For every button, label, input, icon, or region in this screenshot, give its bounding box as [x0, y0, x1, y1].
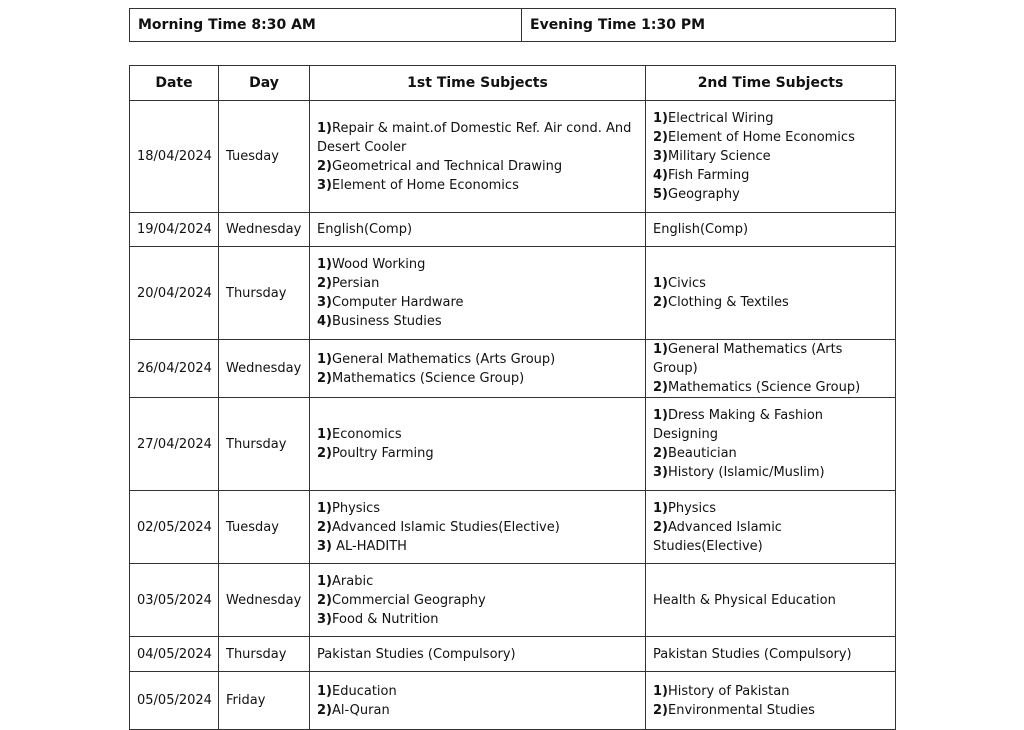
exam-date: 20/04/2024	[130, 247, 219, 340]
subject-line	[317, 119, 638, 157]
subject-line	[317, 499, 638, 518]
subject-number: 1)	[317, 500, 332, 516]
subject-number: 2)	[653, 519, 668, 535]
subject-name: English(Comp)	[653, 222, 749, 237]
subject-line	[317, 610, 638, 629]
subject-name: Dress Making & Fashion Designing	[653, 408, 824, 442]
exam-date: 05/05/2024	[130, 672, 219, 730]
subject-number: 1)	[653, 500, 668, 516]
exam-day: Thursday	[219, 398, 310, 491]
header-day: Day	[219, 66, 310, 101]
second-time-subjects	[646, 491, 896, 564]
subject-name: Economics	[332, 427, 402, 442]
subject-line	[653, 463, 888, 482]
subject-name: Wood Working	[332, 257, 426, 272]
subject-line	[653, 185, 888, 204]
subject-number: 2)	[653, 380, 668, 395]
session-times-row	[130, 9, 896, 42]
subject-line	[317, 645, 638, 664]
subject-number: 2)	[317, 592, 332, 608]
table-row	[130, 672, 896, 730]
table-row	[130, 340, 896, 398]
subject-line	[653, 701, 888, 720]
subject-number: 4)	[317, 314, 332, 329]
subject-name: Business Studies	[332, 314, 442, 329]
exam-day: Thursday	[219, 637, 310, 672]
subject-number: 2)	[653, 446, 668, 461]
subject-name: Commercial Geography	[332, 592, 486, 608]
subject-line	[653, 274, 888, 293]
subject-line	[317, 274, 638, 293]
second-time-subjects	[646, 340, 896, 398]
subject-name: Electrical Wiring	[668, 111, 774, 126]
subject-number: 1)	[317, 427, 332, 442]
subject-number: 3)	[317, 295, 332, 310]
exam-date: 27/04/2024	[130, 398, 219, 491]
subject-name: Military Science	[668, 149, 771, 164]
second-time-subjects	[646, 101, 896, 213]
subject-number: 3)	[317, 611, 332, 627]
first-time-subjects	[310, 564, 646, 637]
subject-name: Mathematics (Science Group)	[332, 370, 525, 386]
subject-name: Health & Physical Education	[653, 592, 836, 608]
subject-line	[653, 220, 888, 239]
subject-number: 2)	[317, 702, 332, 718]
subject-line	[653, 293, 888, 312]
subject-number: 1)	[653, 111, 668, 126]
subject-name: Computer Hardware	[332, 295, 464, 310]
subject-number: 3)	[653, 465, 668, 480]
subject-name: Persian	[332, 276, 380, 291]
morning-time: Morning Time 8:30 AM	[130, 9, 522, 42]
subject-line	[317, 157, 638, 176]
exam-date: 02/05/2024	[130, 491, 219, 564]
exam-day: Wednesday	[219, 213, 310, 247]
table-row	[130, 564, 896, 637]
subject-line	[653, 340, 888, 378]
session-times-table	[129, 8, 896, 42]
subject-name: Environmental Studies	[668, 702, 815, 718]
subject-number: 1)	[317, 573, 332, 589]
table-row	[130, 213, 896, 247]
exam-day: Wednesday	[219, 564, 310, 637]
subject-number: 3)	[317, 177, 332, 193]
subject-name: Civics	[668, 276, 706, 291]
subject-line	[317, 701, 638, 720]
subject-line	[653, 406, 888, 444]
subject-number: 2)	[317, 158, 332, 174]
first-time-subjects	[310, 672, 646, 730]
exam-date: 19/04/2024	[130, 213, 219, 247]
subject-name: Geometrical and Technical Drawing	[332, 158, 563, 174]
exam-date: 26/04/2024	[130, 340, 219, 398]
subject-line	[653, 682, 888, 701]
subject-name: Education	[332, 683, 397, 699]
subject-name: Pakistan Studies (Compulsory)	[317, 646, 516, 662]
table-row	[130, 398, 896, 491]
subject-number: 1)	[317, 120, 332, 136]
first-time-subjects	[310, 213, 646, 247]
subject-line	[317, 572, 638, 591]
subject-line	[653, 128, 888, 147]
exam-day: Tuesday	[219, 101, 310, 213]
subject-name: Physics	[332, 500, 381, 516]
first-time-subjects	[310, 340, 646, 398]
exam-date: 03/05/2024	[130, 564, 219, 637]
subject-number: 2)	[653, 295, 668, 310]
table-header-row	[130, 66, 896, 101]
subject-line	[653, 499, 888, 518]
subject-name: Element of Home Economics	[332, 177, 519, 193]
subject-name: History of Pakistan	[668, 683, 790, 699]
subject-name: AL-HADITH	[332, 538, 407, 554]
subject-name: Geography	[668, 187, 740, 202]
subject-line	[317, 220, 638, 239]
subject-name: Food & Nutrition	[332, 611, 439, 627]
subject-number: 2)	[653, 130, 668, 145]
subject-name: Fish Farming	[668, 168, 750, 183]
subject-name: Pakistan Studies (Compulsory)	[653, 646, 852, 662]
subject-name: Physics	[668, 500, 717, 516]
subject-number: 1)	[653, 408, 668, 423]
subject-line	[317, 518, 638, 537]
subject-line	[653, 591, 888, 610]
subject-name: History (Islamic/Muslim)	[668, 465, 825, 480]
evening-time: Evening Time 1:30 PM	[522, 9, 896, 42]
subject-line	[653, 166, 888, 185]
first-time-subjects	[310, 491, 646, 564]
subject-line	[653, 645, 888, 664]
exam-day: Wednesday	[219, 340, 310, 398]
subject-name: Advanced Islamic Studies(Elective)	[332, 519, 560, 535]
subject-line	[317, 255, 638, 274]
table-row	[130, 247, 896, 340]
subject-line	[653, 378, 888, 397]
exam-day: Thursday	[219, 247, 310, 340]
subject-line	[317, 425, 638, 444]
exam-date: 18/04/2024	[130, 101, 219, 213]
exam-day: Friday	[219, 672, 310, 730]
subject-number: 2)	[653, 702, 668, 718]
subject-name: English(Comp)	[317, 222, 413, 237]
subject-name: Mathematics (Science Group)	[668, 380, 861, 395]
second-time-subjects	[646, 672, 896, 730]
second-time-subjects	[646, 213, 896, 247]
second-time-subjects	[646, 564, 896, 637]
subject-number: 1)	[653, 276, 668, 291]
subject-line	[653, 109, 888, 128]
second-time-subjects	[646, 247, 896, 340]
subject-number: 1)	[317, 683, 332, 699]
subject-name: Clothing & Textiles	[668, 295, 789, 310]
subject-number: 3)	[653, 149, 668, 164]
header-first-time-subjects: 1st Time Subjects	[310, 66, 646, 101]
subject-name: Poultry Farming	[332, 446, 434, 461]
exam-schedule-table	[129, 65, 896, 730]
exam-date: 04/05/2024	[130, 637, 219, 672]
subject-number: 1)	[317, 257, 332, 272]
header-date: Date	[130, 66, 219, 101]
header-second-time-subjects: 2nd Time Subjects	[646, 66, 896, 101]
second-time-subjects	[646, 637, 896, 672]
subject-number: 5)	[653, 187, 668, 202]
subject-name: Advanced Islamic Studies(Elective)	[653, 519, 782, 554]
subject-line	[653, 444, 888, 463]
subject-line	[317, 537, 638, 556]
second-time-subjects	[646, 398, 896, 491]
subject-line	[317, 682, 638, 701]
subject-name: Beautician	[668, 446, 737, 461]
subject-name: Element of Home Economics	[668, 130, 855, 145]
first-time-subjects	[310, 101, 646, 213]
subject-name: Al-Quran	[332, 702, 390, 718]
subject-name: General Mathematics (Arts Group)	[332, 351, 556, 367]
first-time-subjects	[310, 247, 646, 340]
table-row	[130, 101, 896, 213]
subject-line	[317, 176, 638, 195]
table-row	[130, 637, 896, 672]
exam-day: Tuesday	[219, 491, 310, 564]
subject-number: 3)	[317, 538, 332, 554]
subject-number: 2)	[317, 446, 332, 461]
subject-line	[317, 369, 638, 388]
subject-name: Repair & maint.of Domestic Ref. Air cond. And Desert Cooler	[317, 120, 632, 155]
subject-name: General Mathematics (Arts Group)	[653, 342, 843, 376]
subject-number: 4)	[653, 168, 668, 183]
subject-line	[317, 350, 638, 369]
subject-number: 2)	[317, 519, 332, 535]
subject-line	[317, 591, 638, 610]
subject-number: 2)	[317, 370, 332, 386]
subject-line	[317, 444, 638, 463]
subject-line	[653, 518, 888, 556]
table-row	[130, 491, 896, 564]
first-time-subjects	[310, 637, 646, 672]
subject-line	[653, 147, 888, 166]
subject-line	[317, 293, 638, 312]
subject-name: Arabic	[332, 573, 374, 589]
subject-line	[317, 312, 638, 331]
first-time-subjects	[310, 398, 646, 491]
subject-number: 1)	[653, 683, 668, 699]
subject-number: 2)	[317, 276, 332, 291]
subject-number: 1)	[653, 342, 668, 357]
subject-number: 1)	[317, 351, 332, 367]
